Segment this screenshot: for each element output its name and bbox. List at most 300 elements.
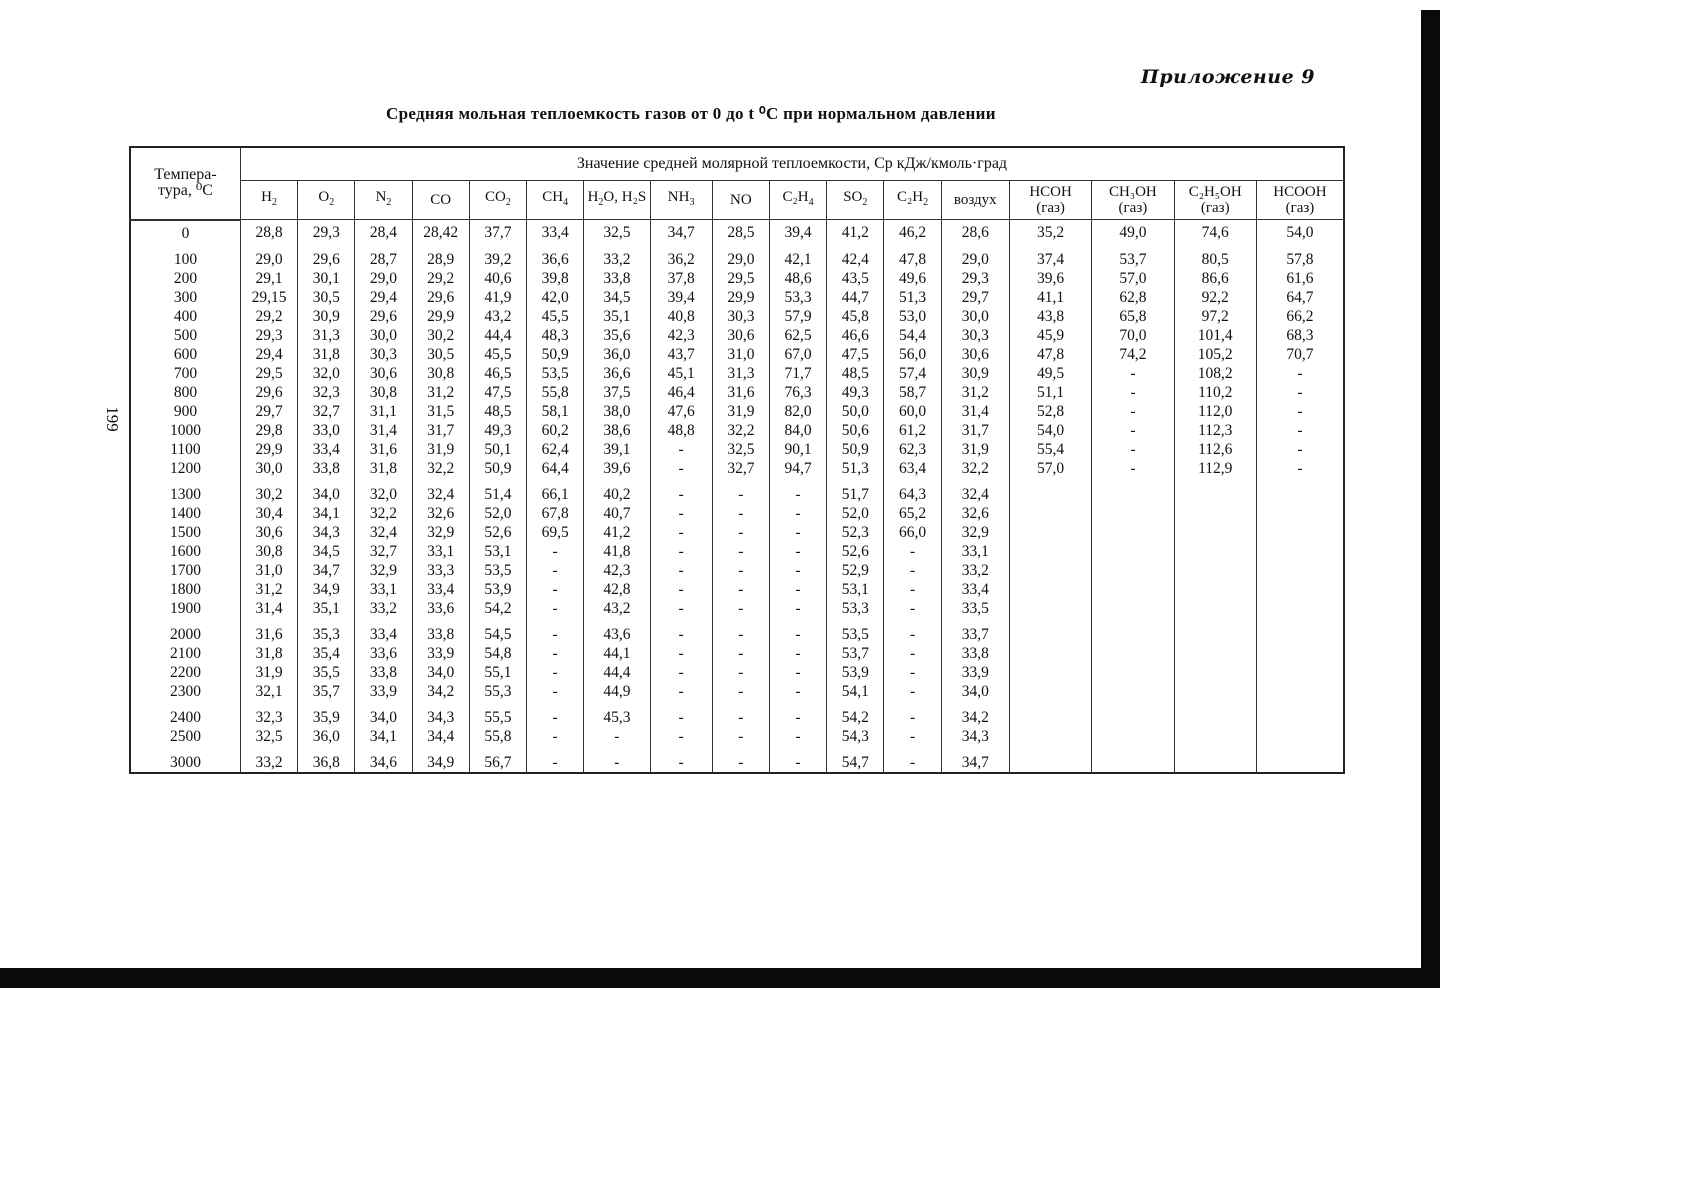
gas-formula: NO <box>730 192 752 208</box>
temperature-cell: 500 <box>130 326 240 345</box>
value-cell: 36,0 <box>298 727 355 746</box>
value-cell: - <box>884 746 941 773</box>
gas-formula-subscript: 2 <box>386 197 392 208</box>
value-cell: 47,8 <box>1009 345 1091 364</box>
value-cell: 33,1 <box>941 542 1009 561</box>
gas-formula: NH <box>667 189 690 205</box>
value-cell: 30,2 <box>240 478 297 504</box>
value-cell: 34,2 <box>941 701 1009 727</box>
value-cell: 53,3 <box>827 599 884 618</box>
value-cell: 28,42 <box>412 220 469 243</box>
value-cell: 54,4 <box>884 326 941 345</box>
value-cell: - <box>1092 421 1174 440</box>
value-cell: 51,4 <box>469 478 526 504</box>
value-cell: 52,8 <box>1009 402 1091 421</box>
value-cell: 31,4 <box>355 421 412 440</box>
value-cell: - <box>769 523 826 542</box>
value-cell: 48,3 <box>527 326 584 345</box>
value-cell: 31,7 <box>412 421 469 440</box>
value-cell: - <box>769 580 826 599</box>
value-cell <box>1092 663 1174 682</box>
value-cell: 34,3 <box>412 701 469 727</box>
gas-formula: O <box>318 189 330 205</box>
value-cell: - <box>527 701 584 727</box>
table-row <box>130 421 1344 440</box>
value-cell: - <box>650 682 712 701</box>
value-header: Значение средней молярной теплоемкости, Ср кДж/кмоль·град <box>240 147 1344 181</box>
value-cell: 39,2 <box>469 243 526 269</box>
gas-header-10 <box>827 181 884 220</box>
value-cell: 28,5 <box>712 220 769 243</box>
value-cell: - <box>650 580 712 599</box>
value-cell: 31,4 <box>240 599 297 618</box>
value-cell <box>1092 644 1174 663</box>
gas-header-3 <box>412 181 469 220</box>
value-cell: 33,4 <box>298 440 355 459</box>
value-cell: 45,5 <box>527 307 584 326</box>
value-cell: - <box>769 727 826 746</box>
value-cell: - <box>650 542 712 561</box>
value-cell: 33,4 <box>527 220 584 243</box>
value-cell <box>1174 746 1256 773</box>
value-cell: 29,5 <box>240 364 297 383</box>
value-cell: 41,2 <box>827 220 884 243</box>
value-cell: - <box>650 504 712 523</box>
value-cell: 38,0 <box>584 402 650 421</box>
value-cell: 108,2 <box>1174 364 1256 383</box>
value-cell: 62,4 <box>527 440 584 459</box>
value-cell: - <box>650 746 712 773</box>
gas-formula-subscript: 2 <box>505 197 511 208</box>
value-cell: 55,8 <box>469 727 526 746</box>
gas-formula-extra: (газ) <box>1118 200 1148 216</box>
value-cell: - <box>650 523 712 542</box>
value-cell: 49,6 <box>884 269 941 288</box>
value-cell <box>1174 701 1256 727</box>
value-cell: 39,6 <box>1009 269 1091 288</box>
value-cell: - <box>769 599 826 618</box>
value-cell: - <box>712 542 769 561</box>
value-cell: 52,0 <box>827 504 884 523</box>
value-cell: 33,4 <box>941 580 1009 599</box>
temperature-header-line1: Темпера- <box>154 166 217 184</box>
value-cell: 30,1 <box>298 269 355 288</box>
gas-formula: C₂H <box>782 189 809 205</box>
value-cell: 31,8 <box>355 459 412 478</box>
value-cell: 29,0 <box>712 243 769 269</box>
value-cell: 42,0 <box>527 288 584 307</box>
value-cell: - <box>1256 421 1344 440</box>
value-cell: 33,8 <box>298 459 355 478</box>
value-cell: 65,8 <box>1092 307 1174 326</box>
gas-header-14 <box>1092 181 1174 220</box>
value-cell: 32,5 <box>584 220 650 243</box>
value-cell: 45,5 <box>469 345 526 364</box>
value-cell <box>1009 599 1091 618</box>
value-cell: - <box>884 644 941 663</box>
value-cell <box>1174 542 1256 561</box>
value-cell <box>1092 727 1174 746</box>
gas-formula-subscript: 4 <box>808 197 814 208</box>
value-cell: - <box>527 644 584 663</box>
value-cell: 31,2 <box>240 580 297 599</box>
value-cell: 66,0 <box>884 523 941 542</box>
value-cell: 32,7 <box>712 459 769 478</box>
gas-formula: CH₃OH <box>1109 184 1157 200</box>
value-cell: 34,3 <box>941 727 1009 746</box>
gas-header-6 <box>584 181 650 220</box>
value-cell: - <box>769 663 826 682</box>
value-cell: 36,0 <box>584 345 650 364</box>
value-cell: 30,3 <box>941 326 1009 345</box>
table-row <box>130 599 1344 618</box>
appendix-label: Приложение 9 <box>1140 66 1315 88</box>
value-cell: - <box>584 746 650 773</box>
value-cell: 29,1 <box>240 269 297 288</box>
table-row <box>130 701 1344 727</box>
temperature-cell: 2400 <box>130 701 240 727</box>
value-cell <box>1174 561 1256 580</box>
gas-formula-extra: (газ) <box>1285 200 1315 216</box>
value-cell: 34,1 <box>355 727 412 746</box>
table-row <box>130 345 1344 364</box>
value-cell: 53,9 <box>469 580 526 599</box>
value-cell: - <box>650 561 712 580</box>
value-cell: - <box>769 701 826 727</box>
value-cell <box>1256 561 1344 580</box>
value-cell <box>1092 504 1174 523</box>
value-cell: 33,6 <box>412 599 469 618</box>
value-cell <box>1009 727 1091 746</box>
gas-formula: C₂H <box>896 189 924 205</box>
gas-formula-subscript: 3 <box>689 197 695 208</box>
gas-formula: CO <box>430 192 452 208</box>
value-cell: - <box>584 727 650 746</box>
value-cell: 37,7 <box>469 220 526 243</box>
value-cell: 34,9 <box>412 746 469 773</box>
scan-border-bottom <box>0 968 1440 988</box>
gas-formula: H <box>587 189 599 205</box>
value-cell: 29,6 <box>240 383 297 402</box>
table-row <box>130 644 1344 663</box>
temperature-cell: 600 <box>130 345 240 364</box>
value-cell: 55,4 <box>1009 440 1091 459</box>
value-cell: 45,9 <box>1009 326 1091 345</box>
value-cell <box>1092 523 1174 542</box>
value-cell: 43,7 <box>650 345 712 364</box>
gas-header-7 <box>650 181 712 220</box>
value-cell: 28,8 <box>240 220 297 243</box>
value-cell: 52,6 <box>827 542 884 561</box>
value-cell: 44,7 <box>827 288 884 307</box>
gas-header-2 <box>355 181 412 220</box>
value-cell: 112,3 <box>1174 421 1256 440</box>
temperature-cell: 1100 <box>130 440 240 459</box>
value-cell <box>1256 746 1344 773</box>
value-cell: - <box>769 682 826 701</box>
table-row <box>130 663 1344 682</box>
value-cell: 64,7 <box>1256 288 1344 307</box>
table-row <box>130 220 1344 243</box>
value-cell <box>1009 504 1091 523</box>
value-cell: 55,8 <box>527 383 584 402</box>
value-cell: 35,1 <box>298 599 355 618</box>
value-cell: 29,0 <box>355 269 412 288</box>
value-cell: 57,4 <box>884 364 941 383</box>
value-cell: 33,8 <box>355 663 412 682</box>
value-cell: 33,4 <box>412 580 469 599</box>
gas-formula-subscript: 2 <box>329 197 335 208</box>
value-cell: 68,3 <box>1256 326 1344 345</box>
table-row <box>130 459 1344 478</box>
value-cell: 33,1 <box>355 580 412 599</box>
value-cell: 53,5 <box>827 618 884 644</box>
value-cell: - <box>1092 402 1174 421</box>
value-cell: - <box>769 478 826 504</box>
value-cell: 33,9 <box>412 644 469 663</box>
gas-formula-extra: O, H₂S <box>603 189 647 205</box>
value-cell: 56,7 <box>469 746 526 773</box>
value-cell: 47,5 <box>827 345 884 364</box>
temperature-cell: 1700 <box>130 561 240 580</box>
value-cell: 31,1 <box>355 402 412 421</box>
value-cell: 31,6 <box>240 618 297 644</box>
value-cell: 35,9 <box>298 701 355 727</box>
scan-border-right <box>1421 10 1440 985</box>
value-cell: 42,1 <box>769 243 826 269</box>
value-cell: 34,9 <box>298 580 355 599</box>
value-cell: 62,5 <box>769 326 826 345</box>
value-cell: 86,6 <box>1174 269 1256 288</box>
value-cell: 40,6 <box>469 269 526 288</box>
value-cell: 30,4 <box>240 504 297 523</box>
value-cell: 32,2 <box>941 459 1009 478</box>
value-cell: 33,2 <box>941 561 1009 580</box>
gas-formula: CH <box>542 189 564 205</box>
temperature-cell: 1800 <box>130 580 240 599</box>
value-cell: 32,4 <box>941 478 1009 504</box>
table-row <box>130 523 1344 542</box>
value-cell: 44,4 <box>584 663 650 682</box>
value-cell: 39,4 <box>650 288 712 307</box>
value-cell: 51,3 <box>827 459 884 478</box>
value-cell <box>1009 580 1091 599</box>
value-cell: - <box>712 663 769 682</box>
value-cell: - <box>1092 459 1174 478</box>
value-cell: 67,0 <box>769 345 826 364</box>
value-cell: 50,9 <box>527 345 584 364</box>
value-cell: 34,0 <box>412 663 469 682</box>
value-cell <box>1256 663 1344 682</box>
value-cell: - <box>769 618 826 644</box>
value-cell: 31,9 <box>412 440 469 459</box>
value-cell: 80,5 <box>1174 243 1256 269</box>
value-cell: 35,1 <box>584 307 650 326</box>
value-cell: 82,0 <box>769 402 826 421</box>
value-cell: 40,8 <box>650 307 712 326</box>
table-row <box>130 504 1344 523</box>
table-row <box>130 561 1344 580</box>
value-cell: 34,7 <box>941 746 1009 773</box>
value-cell: 47,5 <box>469 383 526 402</box>
value-cell: 33,9 <box>355 682 412 701</box>
value-cell: 70,0 <box>1092 326 1174 345</box>
value-cell: 47,8 <box>884 243 941 269</box>
temperature-cell: 1300 <box>130 478 240 504</box>
value-cell: 33,2 <box>355 599 412 618</box>
gas-formula: CO <box>485 189 506 205</box>
value-cell: 31,8 <box>240 644 297 663</box>
value-cell: 29,4 <box>355 288 412 307</box>
value-cell: - <box>712 504 769 523</box>
value-cell: 30,2 <box>412 326 469 345</box>
value-cell: 42,3 <box>584 561 650 580</box>
value-cell: 44,9 <box>584 682 650 701</box>
temperature-cell: 400 <box>130 307 240 326</box>
value-cell: 76,3 <box>769 383 826 402</box>
value-cell <box>1092 542 1174 561</box>
value-cell: 33,4 <box>355 618 412 644</box>
value-cell: 34,7 <box>298 561 355 580</box>
value-cell: - <box>884 663 941 682</box>
value-cell: - <box>712 580 769 599</box>
value-cell: 32,3 <box>298 383 355 402</box>
value-cell: 29,5 <box>712 269 769 288</box>
value-cell: 33,1 <box>412 542 469 561</box>
gas-formula: HCOOH <box>1273 184 1327 200</box>
value-cell: 40,2 <box>584 478 650 504</box>
value-cell: 50,1 <box>469 440 526 459</box>
table-row <box>130 243 1344 269</box>
value-cell: - <box>884 618 941 644</box>
value-cell: 31,8 <box>298 345 355 364</box>
value-cell: 53,7 <box>1092 243 1174 269</box>
value-cell: - <box>769 542 826 561</box>
value-cell: - <box>769 561 826 580</box>
gas-formula: H <box>261 189 272 205</box>
value-cell <box>1009 561 1091 580</box>
value-cell: - <box>650 599 712 618</box>
value-cell: - <box>712 478 769 504</box>
value-cell <box>1174 504 1256 523</box>
value-cell: - <box>1092 364 1174 383</box>
value-cell: - <box>650 663 712 682</box>
value-cell: 29,0 <box>941 243 1009 269</box>
value-cell: - <box>650 618 712 644</box>
gas-header-11 <box>884 181 941 220</box>
value-cell: 58,1 <box>527 402 584 421</box>
value-cell: 54,2 <box>469 599 526 618</box>
value-cell: 112,6 <box>1174 440 1256 459</box>
value-cell <box>1092 580 1174 599</box>
value-cell: 32,4 <box>355 523 412 542</box>
value-cell: - <box>884 599 941 618</box>
value-cell: 28,4 <box>355 220 412 243</box>
table-row <box>130 307 1344 326</box>
value-cell: 44,1 <box>584 644 650 663</box>
value-cell: 35,4 <box>298 644 355 663</box>
table-row <box>130 580 1344 599</box>
temperature-cell: 2500 <box>130 727 240 746</box>
value-cell <box>1256 523 1344 542</box>
value-cell: 74,6 <box>1174 220 1256 243</box>
value-cell: 53,5 <box>527 364 584 383</box>
value-cell <box>1256 727 1344 746</box>
temperature-cell: 2100 <box>130 644 240 663</box>
value-cell: 58,7 <box>884 383 941 402</box>
value-cell: 31,7 <box>941 421 1009 440</box>
value-cell: 29,9 <box>412 307 469 326</box>
gas-formula: N <box>375 189 387 205</box>
value-cell <box>1256 682 1344 701</box>
value-cell: 29,6 <box>355 307 412 326</box>
gas-formula-subscript: 2 <box>923 197 929 208</box>
value-cell: - <box>712 523 769 542</box>
value-cell: 45,1 <box>650 364 712 383</box>
value-cell: 62,3 <box>884 440 941 459</box>
value-cell: - <box>712 561 769 580</box>
value-cell: 54,5 <box>469 618 526 644</box>
value-cell: 71,7 <box>769 364 826 383</box>
value-cell: 34,1 <box>298 504 355 523</box>
value-cell <box>1092 701 1174 727</box>
value-cell <box>1092 561 1174 580</box>
value-cell: 31,4 <box>941 402 1009 421</box>
value-cell: 32,5 <box>712 440 769 459</box>
value-cell: - <box>1092 440 1174 459</box>
value-cell: 29,6 <box>412 288 469 307</box>
value-cell: 34,7 <box>650 220 712 243</box>
value-cell: - <box>884 580 941 599</box>
gas-formula-subscript: 2 <box>271 197 277 208</box>
value-cell: 41,8 <box>584 542 650 561</box>
gas-header-1 <box>298 181 355 220</box>
value-cell: 30,6 <box>240 523 297 542</box>
value-cell: 53,7 <box>827 644 884 663</box>
value-cell: 32,4 <box>412 478 469 504</box>
value-cell: 43,2 <box>584 599 650 618</box>
value-cell: - <box>884 542 941 561</box>
value-cell: 34,0 <box>355 701 412 727</box>
value-cell: 33,6 <box>355 644 412 663</box>
value-cell: - <box>712 701 769 727</box>
value-cell: - <box>1092 383 1174 402</box>
value-cell: 45,8 <box>827 307 884 326</box>
value-cell: 55,1 <box>469 663 526 682</box>
value-cell: - <box>650 478 712 504</box>
table-row <box>130 402 1344 421</box>
value-cell: - <box>650 644 712 663</box>
temperature-cell: 3000 <box>130 746 240 773</box>
value-cell: 49,0 <box>1092 220 1174 243</box>
value-cell: 54,2 <box>827 701 884 727</box>
value-cell: - <box>1256 383 1344 402</box>
temperature-cell: 1900 <box>130 599 240 618</box>
value-cell: 53,5 <box>469 561 526 580</box>
value-cell: 33,2 <box>584 243 650 269</box>
value-cell: 43,6 <box>584 618 650 644</box>
value-cell: - <box>527 663 584 682</box>
value-cell: 54,0 <box>1009 421 1091 440</box>
value-cell: 63,4 <box>884 459 941 478</box>
value-cell: 66,1 <box>527 478 584 504</box>
value-cell: 52,0 <box>469 504 526 523</box>
gas-header-4 <box>469 181 526 220</box>
value-cell: 46,6 <box>827 326 884 345</box>
value-cell: 61,6 <box>1256 269 1344 288</box>
value-cell: 33,9 <box>941 663 1009 682</box>
value-cell: 112,0 <box>1174 402 1256 421</box>
